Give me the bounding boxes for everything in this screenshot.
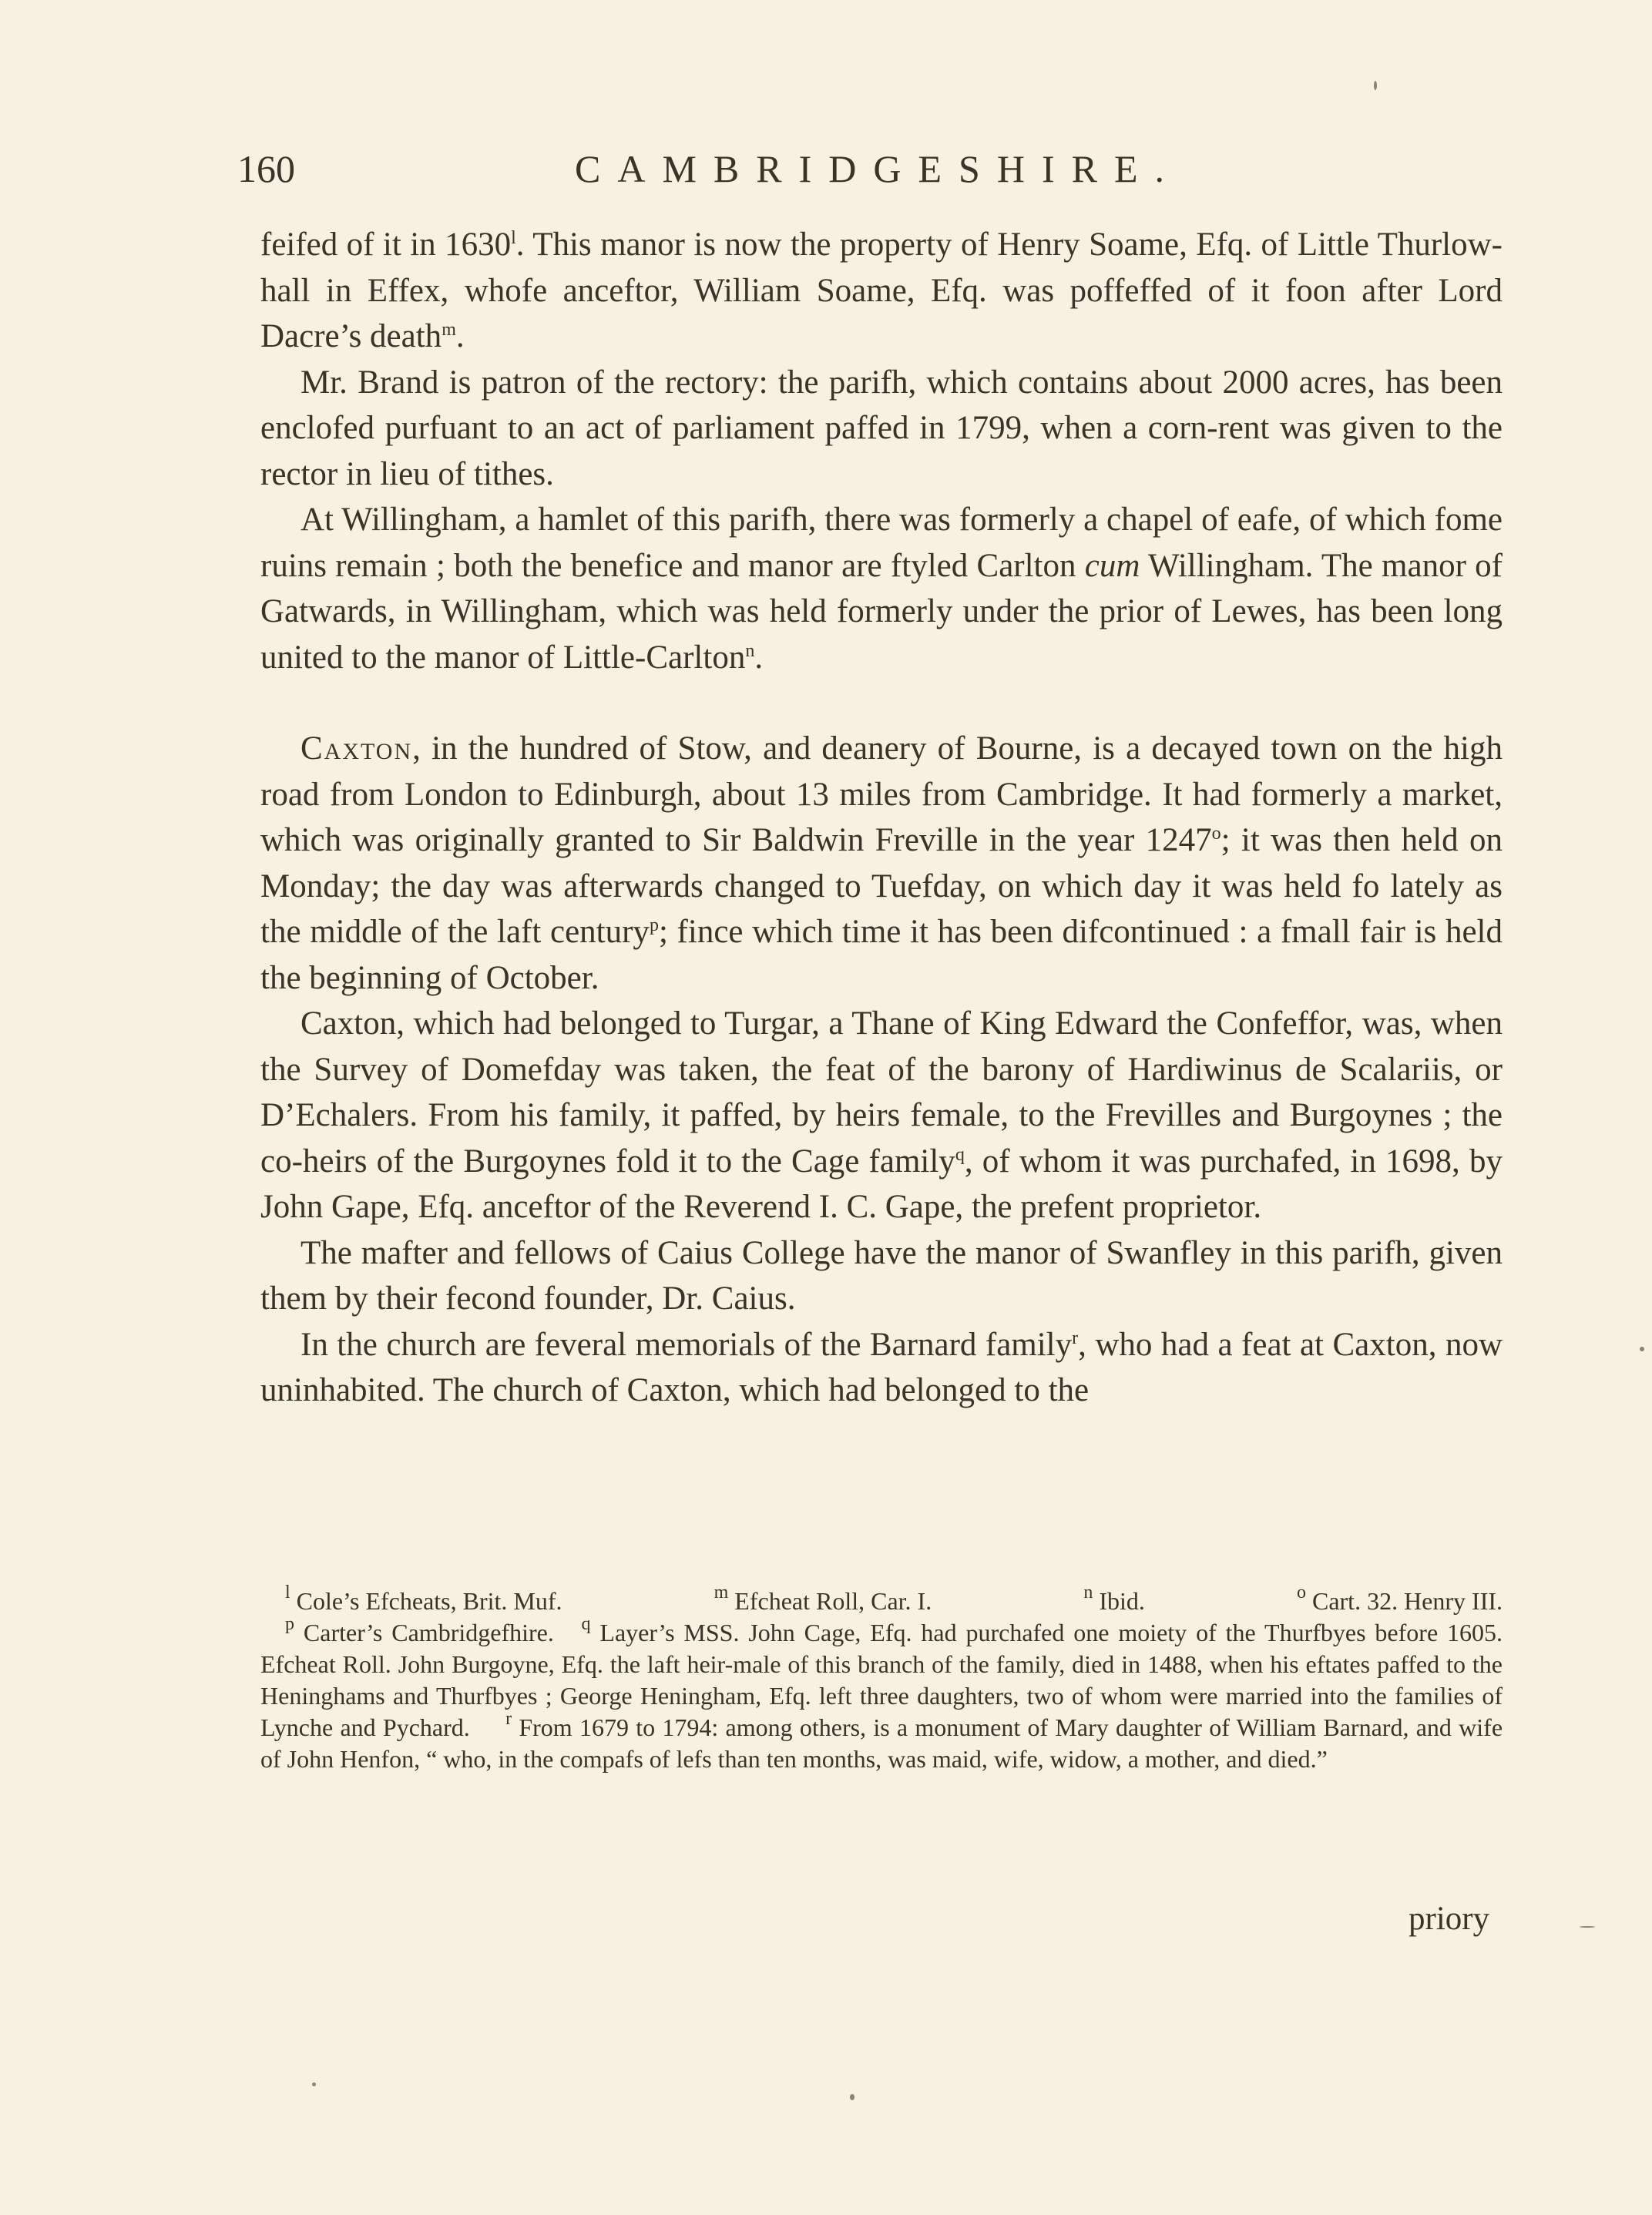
main-text <box>260 222 1503 1414</box>
paragraph-text: , in the hundred of Stow, and deanery of Bourne, is a decayed town on the high road from London to Edinburgh, about 13 miles from Cambridge. It had formerly a market, which was originally granted to Sir Baldwin Freville in the year 1247 <box>260 730 1503 858</box>
paragraph-caius <box>260 1230 1503 1322</box>
paragraph-caxton <box>260 726 1503 1001</box>
paragraph-text: At Willingham, a hamlet of this parifh, there was formerly a chapel of eafe, of which fome ruins remain ; both the benefice and manor are ftyled Carlton <box>260 502 1503 584</box>
footnote-ref-l: l <box>511 228 516 248</box>
paper-speck <box>1580 1926 1595 1928</box>
catchword: priory <box>1409 1901 1490 1937</box>
footnote-m <box>714 1582 932 1617</box>
paragraph-text: . This manor is now the property of Henry Soame, Efq. of Little Thurlow-hall in Effex, whofe anceftor, William Soame, Efq. was poffeffed of it foon after Lord Dacre’s death <box>260 227 1503 354</box>
footnote-text: From 1679 to 1794: among others, is a monument of Mary daughter of William Barnard, and wife of John Henfon, “ who, in the compafs of lefs than ten months, was maid, wife, widow, a mother, and died.” <box>260 1713 1503 1773</box>
footnote-ref-q: q <box>955 1144 965 1165</box>
paragraph-text: , who had a feat at Caxton, now uninhabited. The church of Caxton, which had belonged to the <box>260 1326 1503 1408</box>
paragraph-text: The mafter and fellows of Caius College have the manor of Swanfley in this parifh, given them by their fecond founder, Dr. Caius. <box>260 1234 1503 1317</box>
paragraph-text: ; it was then held on Monday; the day was afterwards changed to Tuefday, on which day it was held fo lately as the middle of the laft century <box>260 822 1503 950</box>
paragraph-text: . <box>455 318 465 354</box>
paragraph-text: In the church are feveral memorials of the Barnard family <box>301 1326 1073 1363</box>
footnote-text: Layer’s MSS. John Cage, Efq. had purchafed one moiety of the Thurfbyes before 1605. Efcheat Roll. John Burgoyne, Efq. the laft heir-male of this branch of the family, died in 1488, when his eftates paffed to the Heninghams and Thurfbyes ; George Heningham, Efq. left three daughters, two of whom were married into the families of Lynche and Pychard. <box>260 1619 1503 1741</box>
paper-speck <box>1374 81 1377 90</box>
paragraph-thurlow <box>260 222 1503 360</box>
caxton-heading: Caxton <box>301 730 413 767</box>
footnote-mark: o <box>1296 1582 1306 1603</box>
footnote-p <box>260 1614 554 1646</box>
italic-cum: cum <box>1084 547 1140 584</box>
page-header <box>237 146 1393 200</box>
paragraph-turgar <box>260 1001 1503 1230</box>
running-head: CAMBRIDGESHIRE. <box>575 147 1181 190</box>
paper-speck <box>850 2094 855 2100</box>
paragraph-text: Mr. Brand is patron of the rectory: the parifh, which contains about 2000 acres, has been enclofed purfuant to an act of parliament paffed in 1799, when a corn-rent was given to the rector in lieu of tithes. <box>260 364 1503 492</box>
paragraph-church <box>260 1322 1503 1414</box>
footnote-mark: q <box>581 1614 591 1634</box>
footnote-mark: l <box>285 1582 290 1603</box>
footnote-ref-p: p <box>649 915 659 935</box>
paragraph-text: ; fince which time it has been difcontinued : a fmall fair is held the beginning of October. <box>260 914 1503 996</box>
footnote-mark: n <box>1083 1582 1093 1603</box>
footnote-n <box>1083 1582 1145 1617</box>
paragraph-text: , of whom it was purchafed, in 1698, by John Gape, Efq. anceftor of the Reverend I. C. Gape, the prefent proprietor. <box>260 1143 1503 1225</box>
footnote-ref-n: n <box>745 640 755 661</box>
paragraph-text: . <box>754 639 764 676</box>
paragraph-text: Caxton, which had belonged to Turgar, a Thane of King Edward the Confeffor, was, when the Survey of Domefday was taken, the feat of the barony of Hardiwinus de Scalariis, or D’Echalers. From his family, it paffed, by heirs female, to the Frevilles and Burgoynes ; the co-heirs of the Burgoynes fold it to the Cage family <box>260 1005 1503 1180</box>
footnote-text: Cart. 32. Henry III. <box>1311 1587 1503 1615</box>
footnote-ref-m: m <box>442 320 456 340</box>
footnote-text: Ibid. <box>1099 1587 1145 1615</box>
paper-speck <box>312 2082 316 2086</box>
footnote-l <box>285 1582 562 1617</box>
page-number: 160 <box>237 147 295 190</box>
footnote-row <box>260 1582 1503 1617</box>
footnotes <box>260 1582 1503 1775</box>
paragraph-willingham <box>260 497 1503 680</box>
footnote-mark: r <box>505 1709 512 1729</box>
footnote-text: Efcheat Roll, Car. I. <box>734 1587 932 1615</box>
paragraph-rectory <box>260 360 1503 498</box>
paragraph-text: feifed of it in 1630 <box>260 227 512 263</box>
paragraph-text: Willingham. The manor of Gatwards, in Willingham, which was held formerly under the prior of Lewes, has been long united to the manor of Little-Carlton <box>260 547 1503 676</box>
footnote-block <box>260 1614 1503 1775</box>
footnote-mark: p <box>285 1614 294 1634</box>
footnote-ref-r: r <box>1072 1327 1079 1348</box>
footnote-mark: m <box>714 1582 729 1603</box>
footnote-text: Cole’s Efcheats, Brit. Muf. <box>296 1587 562 1615</box>
footnote-text: Carter’s Cambridgefhire. <box>303 1619 554 1646</box>
paper-speck <box>1640 1347 1644 1351</box>
footnote-ref-o: o <box>1211 824 1221 844</box>
footnote-o <box>1296 1582 1503 1617</box>
